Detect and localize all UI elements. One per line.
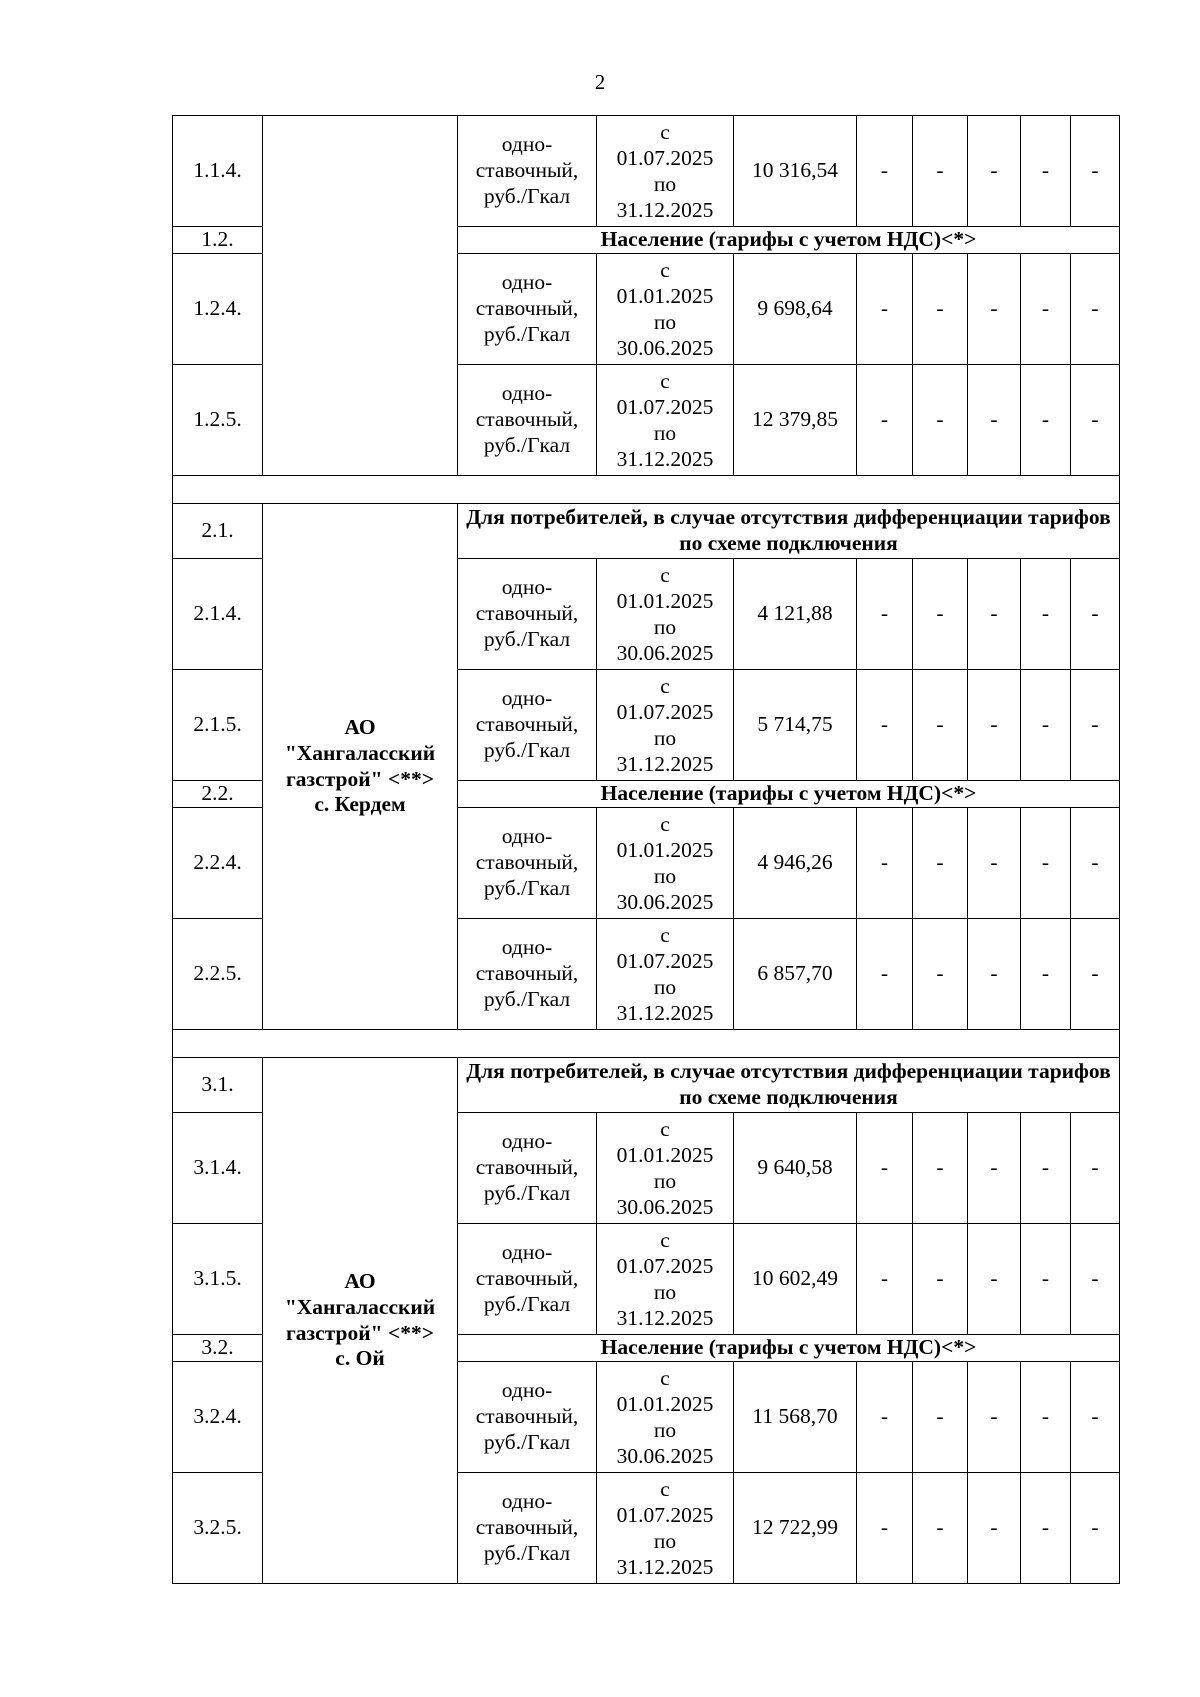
dash-cell: - <box>968 254 1021 365</box>
period: с 01.07.2025 по 31.12.2025 <box>597 116 734 227</box>
dash-cell: - <box>1021 254 1071 365</box>
dash-cell: - <box>857 116 913 227</box>
dash-cell: - <box>857 1113 913 1224</box>
rate-type: одно- ставочный, руб./Гкал <box>458 1224 597 1335</box>
period: с 01.01.2025 по 30.06.2025 <box>597 1362 734 1473</box>
row-number: 1.1.4. <box>173 116 263 227</box>
dash-cell: - <box>857 670 913 781</box>
dash-cell: - <box>968 919 1021 1030</box>
dash-cell: - <box>968 808 1021 919</box>
rate-type: одно- ставочный, руб./Гкал <box>458 254 597 365</box>
rate-type: одно- ставочный, руб./Гкал <box>458 1473 597 1584</box>
dash-cell: - <box>1021 919 1071 1030</box>
subsection-header: Население (тарифы с учетом НДС)<*> <box>458 781 1120 808</box>
dash-cell: - <box>1071 1113 1120 1224</box>
dash-cell: - <box>968 1224 1021 1335</box>
dash-cell: - <box>1021 1473 1071 1584</box>
tariff-value: 9 640,58 <box>734 1113 857 1224</box>
dash-cell: - <box>857 559 913 670</box>
subsection-header: Население (тарифы с учетом НДС)<*> <box>458 227 1120 254</box>
dash-cell: - <box>913 1362 968 1473</box>
tariff-value: 5 714,75 <box>734 670 857 781</box>
period: с 01.07.2025 по 31.12.2025 <box>597 1224 734 1335</box>
dash-cell: - <box>1071 254 1120 365</box>
tariff-value: 9 698,64 <box>734 254 857 365</box>
dash-cell: - <box>857 365 913 476</box>
dash-cell: - <box>857 1473 913 1584</box>
tariff-value: 10 602,49 <box>734 1224 857 1335</box>
rate-type: одно- ставочный, руб./Гкал <box>458 1362 597 1473</box>
period: с 01.07.2025 по 31.12.2025 <box>597 919 734 1030</box>
dash-cell: - <box>1021 808 1071 919</box>
dash-cell: - <box>1071 670 1120 781</box>
row-number: 2.1. <box>173 504 263 559</box>
dash-cell: - <box>857 1362 913 1473</box>
dash-cell: - <box>913 254 968 365</box>
dash-cell: - <box>913 559 968 670</box>
rate-type: одно- ставочный, руб./Гкал <box>458 919 597 1030</box>
row-number: 3.2.5. <box>173 1473 263 1584</box>
dash-cell: - <box>857 919 913 1030</box>
row-number: 1.2.5. <box>173 365 263 476</box>
dash-cell: - <box>1071 808 1120 919</box>
row-number: 2.1.5. <box>173 670 263 781</box>
dash-cell: - <box>1021 365 1071 476</box>
subsection-row <box>173 504 1120 559</box>
rate-type: одно- ставочный, руб./Гкал <box>458 808 597 919</box>
tariff-value: 12 379,85 <box>734 365 857 476</box>
separator-row <box>173 1030 1120 1058</box>
subsection-header: Для потребителей, в случае отсутствия дифференциации тарифов по схеме подключения <box>458 1058 1120 1113</box>
row-number: 3.2.4. <box>173 1362 263 1473</box>
organization-name: АО "Хангаласский газстрой" <**> с. Кердем <box>263 504 458 1030</box>
dash-cell: - <box>913 116 968 227</box>
dash-cell: - <box>1021 670 1071 781</box>
dash-cell: - <box>968 670 1021 781</box>
rate-type: одно- ставочный, руб./Гкал <box>458 116 597 227</box>
period: с 01.01.2025 по 30.06.2025 <box>597 254 734 365</box>
dash-cell: - <box>968 1362 1021 1473</box>
dash-cell: - <box>1071 1224 1120 1335</box>
tariff-value: 12 722,99 <box>734 1473 857 1584</box>
organization-name: АО "Хангаласский газстрой" <**> с. Ой <box>263 1058 458 1584</box>
tariff-table <box>172 115 1120 1584</box>
dash-cell: - <box>968 116 1021 227</box>
row-number: 2.1.4. <box>173 559 263 670</box>
dash-cell: - <box>968 1113 1021 1224</box>
dash-cell: - <box>1071 919 1120 1030</box>
row-number: 3.1.5. <box>173 1224 263 1335</box>
dash-cell: - <box>913 1224 968 1335</box>
dash-cell: - <box>913 1113 968 1224</box>
row-number: 3.1.4. <box>173 1113 263 1224</box>
dash-cell: - <box>1071 559 1120 670</box>
period: с 01.07.2025 по 31.12.2025 <box>597 670 734 781</box>
dash-cell: - <box>1071 1473 1120 1584</box>
separator-row <box>173 476 1120 504</box>
dash-cell: - <box>913 1473 968 1584</box>
dash-cell: - <box>1071 1362 1120 1473</box>
dash-cell: - <box>968 365 1021 476</box>
dash-cell: - <box>1021 116 1071 227</box>
tariff-row <box>173 116 1120 227</box>
period: с 01.01.2025 по 30.06.2025 <box>597 559 734 670</box>
dash-cell: - <box>913 365 968 476</box>
page-number: 2 <box>594 70 606 94</box>
dash-cell: - <box>857 808 913 919</box>
tariff-value: 6 857,70 <box>734 919 857 1030</box>
tariff-value: 4 946,26 <box>734 808 857 919</box>
separator-cell <box>173 1030 1120 1058</box>
dash-cell: - <box>1021 1224 1071 1335</box>
dash-cell: - <box>1021 559 1071 670</box>
row-number: 1.2.4. <box>173 254 263 365</box>
dash-cell: - <box>857 1224 913 1335</box>
tariff-value: 4 121,88 <box>734 559 857 670</box>
tariff-value: 11 568,70 <box>734 1362 857 1473</box>
separator-cell <box>173 476 1120 504</box>
period: с 01.07.2025 по 31.12.2025 <box>597 365 734 476</box>
subsection-row <box>173 1058 1120 1113</box>
subsection-header: Население (тарифы с учетом НДС)<*> <box>458 1335 1120 1362</box>
organization-name <box>263 116 458 476</box>
rate-type: одно- ставочный, руб./Гкал <box>458 365 597 476</box>
dash-cell: - <box>857 254 913 365</box>
row-number: 2.2.4. <box>173 808 263 919</box>
row-number: 1.2. <box>173 227 263 254</box>
row-number: 2.2. <box>173 781 263 808</box>
tariff-value: 10 316,54 <box>734 116 857 227</box>
dash-cell: - <box>1071 116 1120 227</box>
rate-type: одно- ставочный, руб./Гкал <box>458 559 597 670</box>
period: с 01.07.2025 по 31.12.2025 <box>597 1473 734 1584</box>
dash-cell: - <box>968 1473 1021 1584</box>
dash-cell: - <box>913 919 968 1030</box>
row-number: 3.2. <box>173 1335 263 1362</box>
subsection-header: Для потребителей, в случае отсутствия дифференциации тарифов по схеме подключения <box>458 504 1120 559</box>
rate-type: одно- ставочный, руб./Гкал <box>458 1113 597 1224</box>
row-number: 2.2.5. <box>173 919 263 1030</box>
dash-cell: - <box>913 670 968 781</box>
dash-cell: - <box>913 808 968 919</box>
dash-cell: - <box>1071 365 1120 476</box>
tariff-table-body <box>173 116 1120 1584</box>
rate-type: одно- ставочный, руб./Гкал <box>458 670 597 781</box>
row-number: 3.1. <box>173 1058 263 1113</box>
dash-cell: - <box>968 559 1021 670</box>
dash-cell: - <box>1021 1362 1071 1473</box>
dash-cell: - <box>1021 1113 1071 1224</box>
period: с 01.01.2025 по 30.06.2025 <box>597 808 734 919</box>
period: с 01.01.2025 по 30.06.2025 <box>597 1113 734 1224</box>
